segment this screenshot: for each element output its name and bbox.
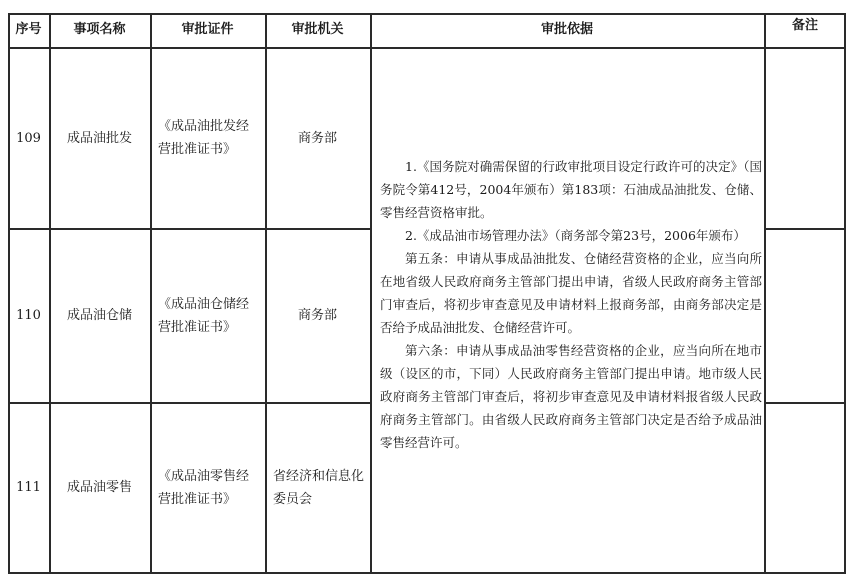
basis-paragraph: 2.《成品油市场管理办法》（商务部令第23号，2006年颁布）	[405, 228, 746, 243]
row-109-seq: 109	[16, 130, 41, 146]
row-110-certificate-text: 《成品油仓储经营批准证书》	[158, 296, 250, 335]
row-110-item-name: 成品油仓储	[66, 308, 132, 323]
header-item-name: 事项名称	[73, 22, 126, 37]
header-certificate: 审批证件	[181, 22, 234, 37]
row-110-seq: 110	[16, 308, 41, 323]
header-authority: 审批机关	[291, 22, 344, 37]
col-divider-2	[150, 13, 152, 573]
row-110-remarks	[764, 229, 846, 402]
basis-paragraph: 第六条：申请从事成品油零售经营资格的企业，应当向所在地市级（设区的市，下同）人民政府商务主管部门提出申请。地市级人民政府商务主管部门审查后，将初步审查意见及申请材料报省级人民政府商务主管部门。由省级人民政府商务主管部门决定是否给予成品油零售经营许可。	[380, 343, 762, 450]
row-109-certificate-text: 《成品油批发经营批准证书》	[158, 119, 250, 157]
row-111-certificate	[158, 403, 258, 572]
basis-paragraph: 第五条：申请从事成品油批发、仓储经营资格的企业，应当向所在地省级人民政府商务主管部门提出申请，省级人民政府商务主管部门审查后，将初步审查意见及申请材料上报商务部，由商务部决定是否给予成品油批发、仓储经营许可。	[380, 251, 762, 335]
row-109-item-name: 成品油批发	[66, 130, 132, 146]
basis-paragraph: 1.《国务院对确需保留的行政审批项目设定行政许可的决定》（国务院令第412号，2004年颁布）第183项：石油成品油批发、仓储、零售经营资格审批。	[380, 159, 762, 220]
header-seq: 序号	[15, 22, 42, 37]
row-111-certificate-text: 《成品油零售经营批准证书》	[158, 468, 250, 507]
table-border-bottom	[8, 572, 846, 574]
row-110-certificate	[158, 229, 258, 402]
row-109-remarks	[764, 48, 846, 228]
row-111-authority	[273, 403, 365, 572]
row-111-authority-text: 省经济和信息化委员会	[273, 468, 365, 507]
approval-basis-text	[380, 155, 762, 454]
approval-table	[8, 13, 846, 573]
header-remarks: 备注	[791, 18, 818, 33]
row-109-authority: 商务部	[297, 130, 337, 146]
row-109-certificate	[158, 48, 258, 228]
header-basis: 审批依据	[540, 22, 593, 37]
row-111-seq: 111	[16, 480, 41, 495]
row-110-authority: 商务部	[297, 308, 337, 323]
row-111-remarks	[764, 403, 846, 572]
col-divider-4	[370, 13, 372, 573]
row-111-item-name: 成品油零售	[66, 480, 132, 495]
table-border-top	[8, 13, 846, 15]
